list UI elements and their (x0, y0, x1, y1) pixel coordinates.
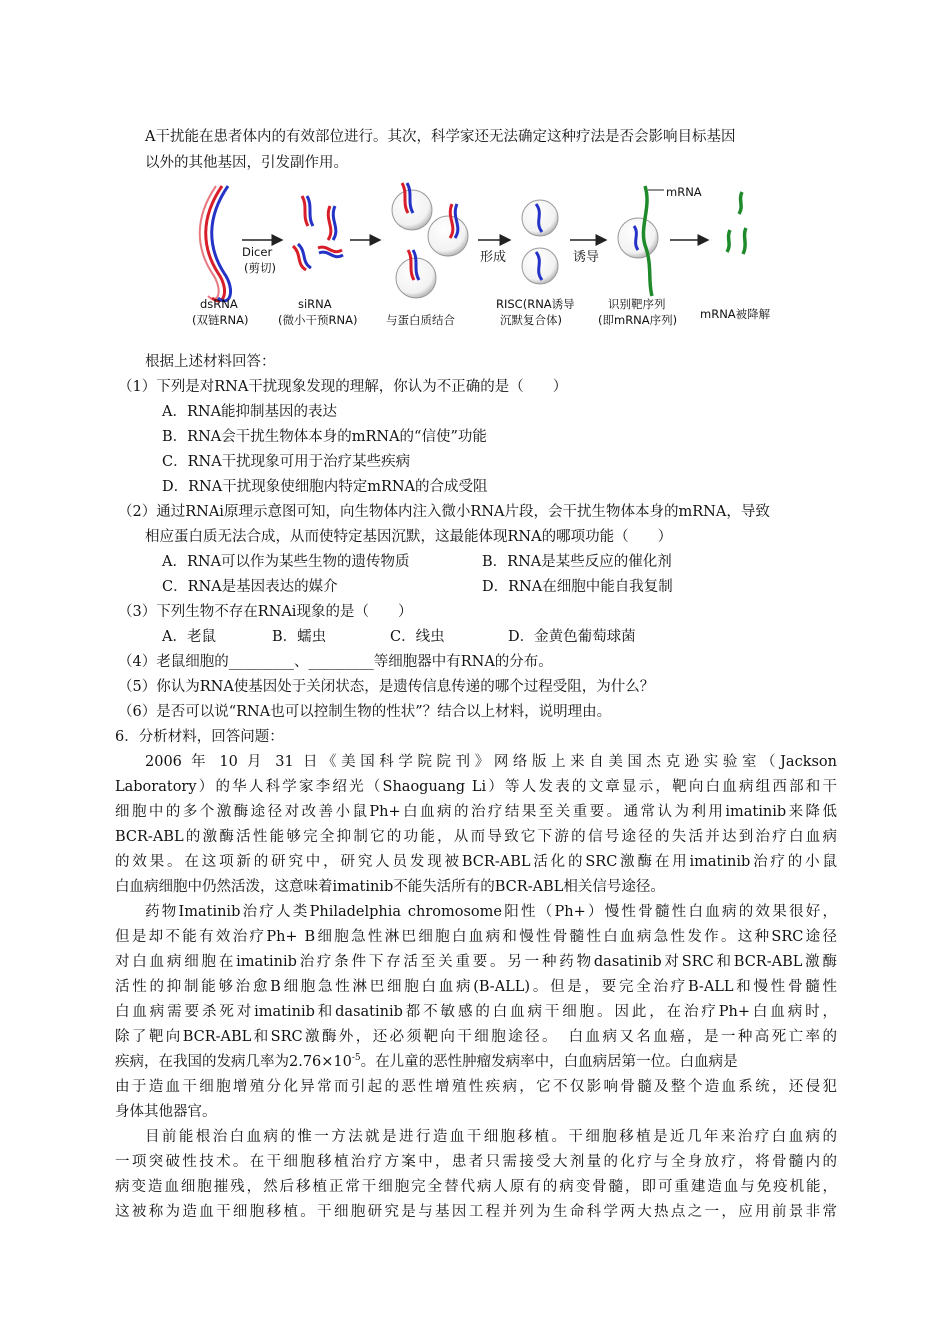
question-4: （4）老鼠细胞的_________、_________等细胞器中有RNA的分布。 (118, 654, 553, 670)
question-1: （1）下列是对RNA干扰现象发现的理解，你认为不正确的是（ ） (118, 379, 568, 395)
question-3-option-c: C．线虫 (390, 629, 445, 645)
paragraph-2-line: 但是却不能有效治疗Ph+ B细胞急性淋巴细胞白血病和慢性骨髓性白血病急性发作。这种SRC途径 (115, 929, 837, 945)
caption-risc: RISC(RNA诱导 (496, 297, 575, 311)
caption-risc-sub: 沉默复合体) (500, 313, 562, 327)
paragraph-1-line: 白血病细胞中仍然活泼，这意味着imatinib不能失活所有的BCR-ABL相关信号途径。 (115, 879, 665, 895)
dsrna-strand (200, 186, 231, 301)
dicer-sub-label: (剪切) (244, 261, 276, 275)
target-recognition (618, 186, 664, 296)
caption-dsrna-sub: (双链RNA) (192, 313, 249, 327)
induce-label: 诱导 (573, 250, 600, 265)
mrna-label: mRNA (666, 185, 702, 199)
caption-target-sub: (即mRNA序列) (598, 313, 678, 327)
paragraph-2-line: 身体其他器官。 (115, 1104, 217, 1120)
caption-degrade: mRNA被降解 (700, 307, 771, 321)
question-1-option-b: B．RNA会干扰生物体本身的mRNA的“信使”功能 (162, 429, 487, 445)
paragraph-2-line: 对白血病细胞在imatinib治疗条件下存活至关重要。另一种药物dasatinib对SRC和BCR-ABL激酶 (115, 954, 837, 970)
incidence-exponent: -5 (351, 1053, 361, 1064)
intro-line-1: A干扰能在患者体内的有效部位进行。其次，科学家还无法确定这种疗法是否会影响目标基因 (145, 129, 736, 145)
rnai-diagram (190, 178, 790, 338)
question-1-option-a: A．RNA能抑制基因的表达 (162, 404, 338, 420)
question-2-option-d: D．RNA在细胞中能自我复制 (482, 579, 673, 595)
caption-dsrna: dsRNA (200, 297, 238, 311)
paragraph-2-line: 药物Imatinib治疗人类Philadelphia chromosome阳性（Ph+）慢性骨髓性白血病的效果很好， (145, 904, 837, 920)
paragraph-1-line: Laboratory）的华人科学家李绍光（Shaoguang Li）等人发表的文章显示，靶向白血病组西部和干 (115, 779, 837, 795)
question-6: （6）是否可以说“RNA也可以控制生物的性状”？结合以上材料，说明理由。 (118, 704, 612, 720)
section-6-heading: 6．分析材料，回答问题： (115, 729, 284, 745)
paragraph-1-line: BCR-ABL的激酶活性能够完全抑制它的功能，从而导致它下游的信号途径的失活并达到治疗白血病 (115, 829, 837, 845)
paragraph-3-line: 这被称为造血干细胞移植。干细胞研究是与基因工程并列为生命科学两大热点之一，应用前景非常 (115, 1204, 837, 1220)
paragraph-3-line: 目前能根治白血病的惟一方法就是进行造血干细胞移植。干细胞移植是近几年来治疗白血病的 (145, 1129, 837, 1145)
risc-complexes (522, 200, 558, 284)
question-3-option-a: A．老鼠 (162, 629, 216, 645)
caption-sirna: siRNA (298, 297, 332, 311)
question-1-option-c: C．RNA干扰现象可用于治疗某些疾病 (162, 454, 411, 470)
paragraph-1-line: 2006 年 10 月 31 日《美国科学院院刊》网络版上来自美国杰克逊实验室（Jackson (145, 754, 837, 770)
paragraph-2-line: 活性的抑制能够治愈B细胞急性淋巴细胞白血病(B-ALL)。但是，要完全治疗B-ALL和慢性骨髓性 (115, 979, 837, 995)
dicer-label: Dicer (242, 245, 273, 259)
paragraph-2-line: 除了靶向BCR-ABL和SRC激酶外，还必须靶向干细胞途径。 白血病又名血癌，是一种高死亡率的 (115, 1029, 837, 1045)
paragraph-1-line: 细胞中的多个激酶途径对改善小鼠Ph+白血病的治疗结果至关重要。通常认为利用imatinib来降低 (115, 804, 837, 820)
intro-line-2: 以外的其他基因，引发副作用。 (145, 155, 348, 171)
incidence-text-post: 。在儿童的恶性肿瘤发病率中，白血病居第一位。白血病是 (360, 1054, 738, 1070)
protein-complexes (392, 183, 468, 298)
sirna-fragments (293, 196, 343, 270)
degraded-mrna (727, 192, 746, 254)
paragraph-1-line: 的效果。在这项新的研究中，研究人员发现被BCR-ABL活化的SRC激酶在用imatinib治疗的小鼠 (115, 854, 837, 870)
incidence-text-pre: 疾病，在我国的发病几率为2.76×10 (115, 1054, 352, 1070)
paragraph-3-line: 一项突破性技术。在干细胞移植治疗方案中，患者只需接受大剂量的化疗与全身放疗，将骨髓内的 (115, 1154, 837, 1170)
paragraph-3-line: 病变造血细胞摧残，然后移植正常干细胞完全替代病人原有的病变骨髓，即可重建造血与免疫机能， (115, 1179, 837, 1195)
question-3-option-b: B．蠕虫 (272, 629, 327, 645)
form-label: 形成 (480, 250, 507, 265)
paragraph-2-line: 白血病需要杀死对imatinib和dasatinib都不敏感的白血病干细胞。因此，在治疗Ph+白血病时， (115, 1004, 837, 1020)
question-2-option-b: B．RNA是某些反应的催化剂 (482, 554, 672, 570)
question-2-line-1: （2）通过RNAi原理示意图可知，向生物体内注入微小RNA片段，会干扰生物体本身的mRNA，导致 (118, 504, 770, 520)
questions-lead: 根据上述材料回答： (145, 354, 276, 370)
question-2-option-c: C．RNA是基因表达的媒介 (162, 579, 338, 595)
question-2-line-2: 相应蛋白质无法合成，从而使特定基因沉默，这最能体现RNA的哪项功能（ ） (145, 529, 673, 545)
paragraph-2-line: 由于造血干细胞增殖分化异常而引起的恶性增殖性疾病，它不仅影响骨髓及整个造血系统，还侵犯 (115, 1079, 837, 1095)
question-3-option-d: D．金黄色葡萄球菌 (508, 629, 636, 645)
caption-sirna-sub: (微小干预RNA) (278, 313, 358, 327)
caption-target: 识别靶序列 (608, 297, 666, 311)
paragraph-2-line-incidence (115, 1052, 738, 1072)
question-1-option-d: D．RNA干扰现象使细胞内特定mRNA的合成受阻 (162, 479, 488, 495)
question-3: （3）下列生物不存在RNAi现象的是（ ） (118, 604, 413, 620)
question-5: （5）你认为RNA使基因处于关闭状态，是遗传信息传递的哪个过程受阻，为什么？ (118, 679, 655, 695)
question-2-option-a: A．RNA可以作为某些生物的遗传物质 (162, 554, 410, 570)
caption-protein: 与蛋白质结合 (386, 313, 455, 327)
